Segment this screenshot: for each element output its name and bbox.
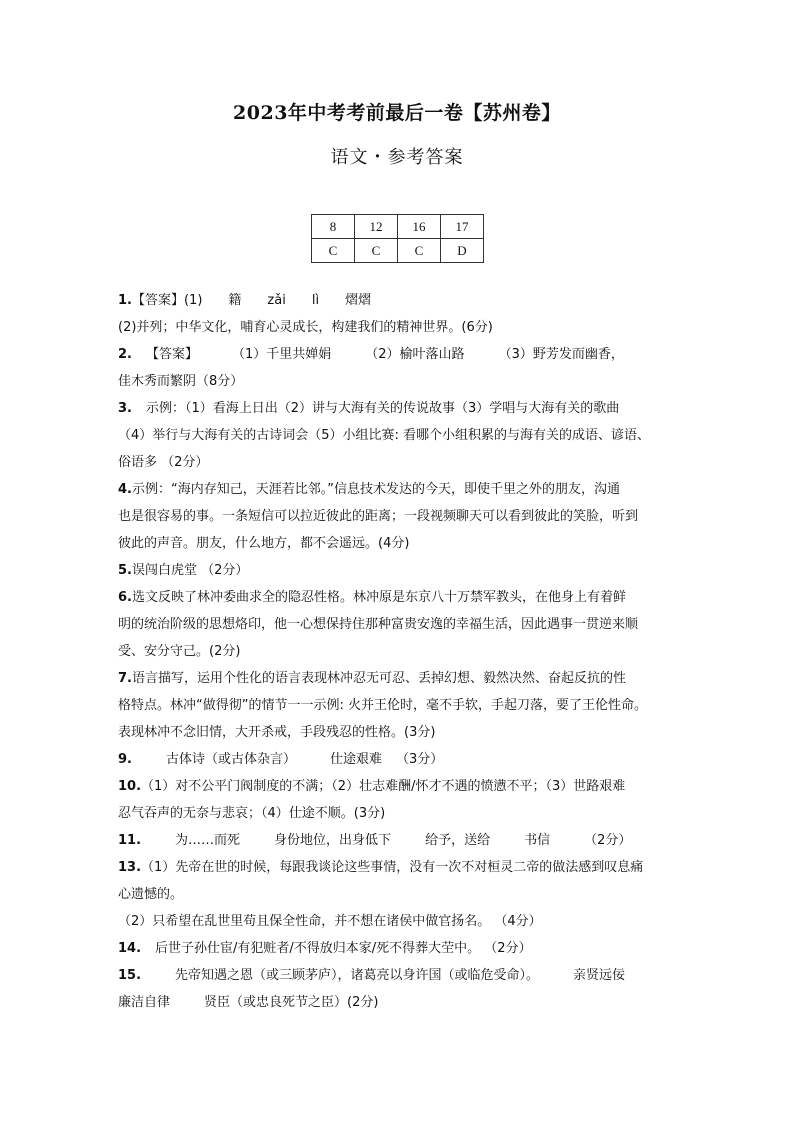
table-cell: C bbox=[312, 239, 355, 263]
answer-part: （2分） bbox=[584, 833, 632, 848]
question-number: 13. bbox=[118, 860, 142, 875]
answer-line bbox=[118, 665, 678, 692]
answer-part: 先帝知遇之恩（或三顾茅庐），诸葛亮以身许国（或临危受命）。 bbox=[175, 968, 540, 983]
answer-part: lì bbox=[311, 293, 320, 308]
answer-line: 格特点。林冲“做得彻”的情节一一示例: 火并王伦时，毫不手软，手起刀落，要了王伦性命。 bbox=[118, 698, 647, 713]
answer-line: （2）只希望在乱世里苟且保全性命，并不想在诸侯中做官扬名。 （4分） bbox=[118, 914, 542, 929]
answer-table-row-answers bbox=[312, 239, 484, 263]
answer-line bbox=[118, 962, 678, 989]
answer-line bbox=[118, 935, 678, 962]
answer-part: （1）千里共婵娟 bbox=[232, 347, 332, 362]
answer-text: 语言描写，运用个性化的语言表现林冲忍无可忍、丢掉幻想、毅然决然、奋起反抗的性 bbox=[131, 671, 626, 686]
answer-part: zǎi bbox=[267, 293, 286, 308]
answer-line bbox=[118, 584, 678, 611]
answer-text: 误闯白虎堂 （2分） bbox=[131, 563, 249, 578]
answer-line bbox=[118, 989, 678, 1016]
answer-table bbox=[311, 214, 484, 263]
answer-text: 选文反映了林冲委曲求全的隐忍性格。林冲原是东京八十万禁军教头，在他身上有着鲜 bbox=[131, 590, 626, 605]
answer-line: 俗语多 （2分） bbox=[118, 455, 209, 470]
answer-line: 心遗憾的。 bbox=[118, 887, 184, 902]
table-cell: C bbox=[355, 239, 398, 263]
answer-part: 廉洁自律 bbox=[118, 995, 171, 1010]
answer-part: 身份地位，出身低下 bbox=[274, 833, 392, 848]
table-cell: 16 bbox=[398, 215, 441, 239]
answer-text: 示例：“海内存知己，天涯若比邻。”信息技术发达的今天，即使千里之外的朋友，沟通 bbox=[131, 482, 620, 497]
answer-line: 受、安分守己。(2分) bbox=[118, 644, 241, 659]
answer-line bbox=[118, 476, 678, 503]
question-number: 7. bbox=[118, 671, 132, 686]
question-number: 15. bbox=[118, 968, 142, 983]
answer-line: （4）举行与大海有关的古诗词会（5）小组比赛: 看哪个小组积累的与海有关的成语、谚语、 bbox=[118, 428, 651, 443]
question-number: 5. bbox=[118, 563, 132, 578]
answer-text: （1）先帝在世的时候，每跟我谈论这些事情，没有一次不对桓灵二帝的做法感到叹息痛 bbox=[141, 860, 644, 875]
table-cell: 17 bbox=[441, 215, 484, 239]
page-subtitle: 语文・参考答案 bbox=[330, 147, 464, 168]
answer-part: 熠熠 bbox=[345, 293, 372, 308]
answer-text: 后世子孙仕宦/有犯赃者/不得放归本家/死不得葬大茔中。 （2分） bbox=[155, 941, 532, 956]
table-cell: 8 bbox=[312, 215, 355, 239]
answer-tag: 【答案】(1) bbox=[131, 293, 203, 308]
answer-part: （3分） bbox=[396, 752, 444, 767]
table-cell: 12 bbox=[355, 215, 398, 239]
question-number: 14. bbox=[118, 941, 142, 956]
question-number: 2. bbox=[118, 347, 132, 362]
answer-part: 为……而死 bbox=[175, 833, 241, 848]
answer-line: 忍气吞声的无奈与悲哀；（4）仕途不顺。(3分) bbox=[118, 806, 386, 821]
table-cell: C bbox=[398, 239, 441, 263]
answer-part: 书信 bbox=[524, 833, 551, 848]
question-number: 6. bbox=[118, 590, 132, 605]
answer-part: （3）野芳发而幽香， bbox=[498, 347, 624, 362]
answer-tag: 【答案】 bbox=[145, 347, 198, 362]
answer-part: 古体诗（或古体杂言） bbox=[165, 752, 296, 767]
answer-line: 表现林冲不念旧情，大开杀戒，手段残忍的性格。(3分) bbox=[118, 725, 436, 740]
page-title: 2023年中考考前最后一卷【苏州卷】 bbox=[233, 102, 561, 124]
question-number: 9. bbox=[118, 752, 132, 767]
answer-part: 仕途艰难 bbox=[330, 752, 383, 767]
answer-line bbox=[118, 827, 678, 854]
question-number: 10. bbox=[118, 779, 142, 794]
answer-part: 给予，送给 bbox=[425, 833, 491, 848]
answer-part: （2）榆叶落山路 bbox=[365, 347, 465, 362]
answer-line bbox=[118, 395, 678, 422]
answer-text: （1）对不公平门阀制度的不满；（2）壮志难酬/怀才不遇的愤懑不平；（3）世路艰难 bbox=[141, 779, 626, 794]
answer-body bbox=[118, 287, 678, 1016]
answer-line bbox=[118, 746, 678, 773]
answer-line bbox=[118, 287, 678, 314]
answer-line bbox=[118, 773, 678, 800]
question-number: 1. bbox=[118, 293, 132, 308]
answer-line bbox=[118, 341, 678, 368]
answer-line: 也是很容易的事。一条短信可以拉近彼此的距离；一段视频聊天可以看到彼此的笑脸，听到 bbox=[118, 509, 639, 524]
table-cell: D bbox=[441, 239, 484, 263]
question-number: 11. bbox=[118, 833, 142, 848]
question-number: 4. bbox=[118, 482, 132, 497]
answer-text: 示例：（1）看海上日出（2）讲与大海有关的传说故事（3）学唱与大海有关的歌曲 bbox=[145, 401, 620, 416]
answer-line: (2)并列；中华文化，哺育心灵成长，构建我们的精神世界。(6分) bbox=[118, 320, 493, 335]
answer-table-row-numbers bbox=[312, 215, 484, 239]
answer-line: 彼此的声音。朋友，什么地方，都不会遥远。(4分) bbox=[118, 536, 410, 551]
answer-line: 明的统治阶级的思想烙印，他一心想保持住那种富贵安逸的幸福生活，因此遇事一贯逆来顺 bbox=[118, 617, 639, 632]
answer-part: 籍 bbox=[228, 293, 242, 308]
question-number: 3. bbox=[118, 401, 132, 416]
answer-part: 亲贤远佞 bbox=[573, 968, 626, 983]
answer-part: 贤臣（或忠良死节之臣）(2分) bbox=[204, 995, 379, 1010]
answer-line: 佳木秀而繁阴（8分） bbox=[118, 374, 244, 389]
answer-line bbox=[118, 557, 678, 584]
answer-line bbox=[118, 854, 678, 881]
